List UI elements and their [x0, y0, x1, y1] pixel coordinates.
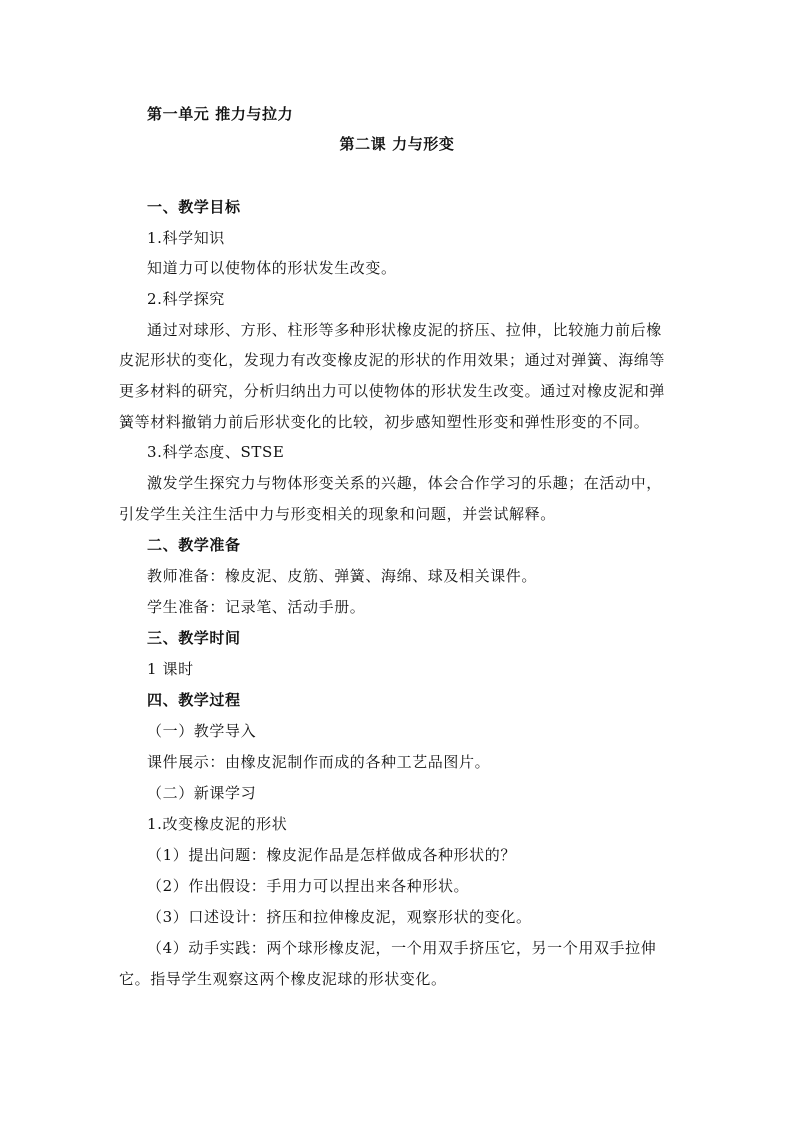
lesson-title: 第二课 力与形变 — [339, 135, 455, 153]
unit-title: 第一单元 推力与拉力 — [147, 105, 294, 123]
step1-item-1: （1）提出问题：橡皮泥作品是怎样做成各种形状的？ — [147, 846, 516, 864]
attitude-line-2: 引发学生关注生活中力与形变相关的现象和问题，并尝试解释。 — [119, 505, 556, 523]
attitude-heading: 3.科学态度、STSE — [147, 443, 285, 461]
attitude-line-1: 激发学生探究力与物体形变关系的兴趣，体会合作学习的乐趣；在活动中， — [147, 474, 662, 492]
intro-heading: （一）教学导入 — [147, 722, 257, 740]
inquiry-line-3: 更多材料的研究，分析归纳出力可以使物体的形状发生改变。通过对橡皮泥和弹 — [119, 382, 666, 400]
teacher-prep: 教师准备：橡皮泥、皮筋、弹簧、海绵、球及相关课件。 — [147, 567, 538, 585]
step1-item-4-line-1: （4）动手实践：两个球形橡皮泥，一个用双手挤压它，另一个用双手拉伸 — [147, 939, 657, 957]
step1-item-2: （2）作出假设：手用力可以捏出来各种形状。 — [147, 877, 470, 895]
intro-text: 课件展示：由橡皮泥制作而成的各种工艺品图片。 — [147, 753, 491, 771]
process-heading: 四、教学过程 — [147, 691, 241, 709]
step1-item-3: （3）口述设计：挤压和拉伸橡皮泥，观察形状的变化。 — [147, 908, 532, 926]
inquiry-line-4: 簧等材料撤销力前后形状变化的比较，初步感知塑性形变和弹性形变的不同。 — [119, 413, 650, 431]
knowledge-heading: 1.科学知识 — [147, 229, 225, 247]
goals-heading: 一、教学目标 — [147, 198, 241, 216]
inquiry-line-2: 皮泥形状的变化，发现力有改变橡皮泥的形状的作用效果；通过对弹簧、海绵等 — [119, 351, 666, 369]
student-prep: 学生准备：记录笔、活动手册。 — [147, 598, 366, 616]
step1-item-4-line-2: 它。指导学生观察这两个橡皮泥球的形状变化。 — [119, 970, 447, 988]
new-lesson-heading: （二）新课学习 — [147, 784, 257, 802]
step1-heading: 1.改变橡皮泥的形状 — [147, 815, 288, 833]
inquiry-heading: 2.科学探究 — [147, 290, 225, 308]
inquiry-line-1: 通过对球形、方形、柱形等多种形状橡皮泥的挤压、拉伸，比较施力前后橡 — [147, 321, 662, 339]
prep-heading: 二、教学准备 — [147, 536, 241, 554]
time-heading: 三、教学时间 — [147, 629, 241, 647]
time-text: 1 课时 — [147, 660, 194, 678]
knowledge-text: 知道力可以使物体的形状发生改变。 — [147, 259, 397, 277]
